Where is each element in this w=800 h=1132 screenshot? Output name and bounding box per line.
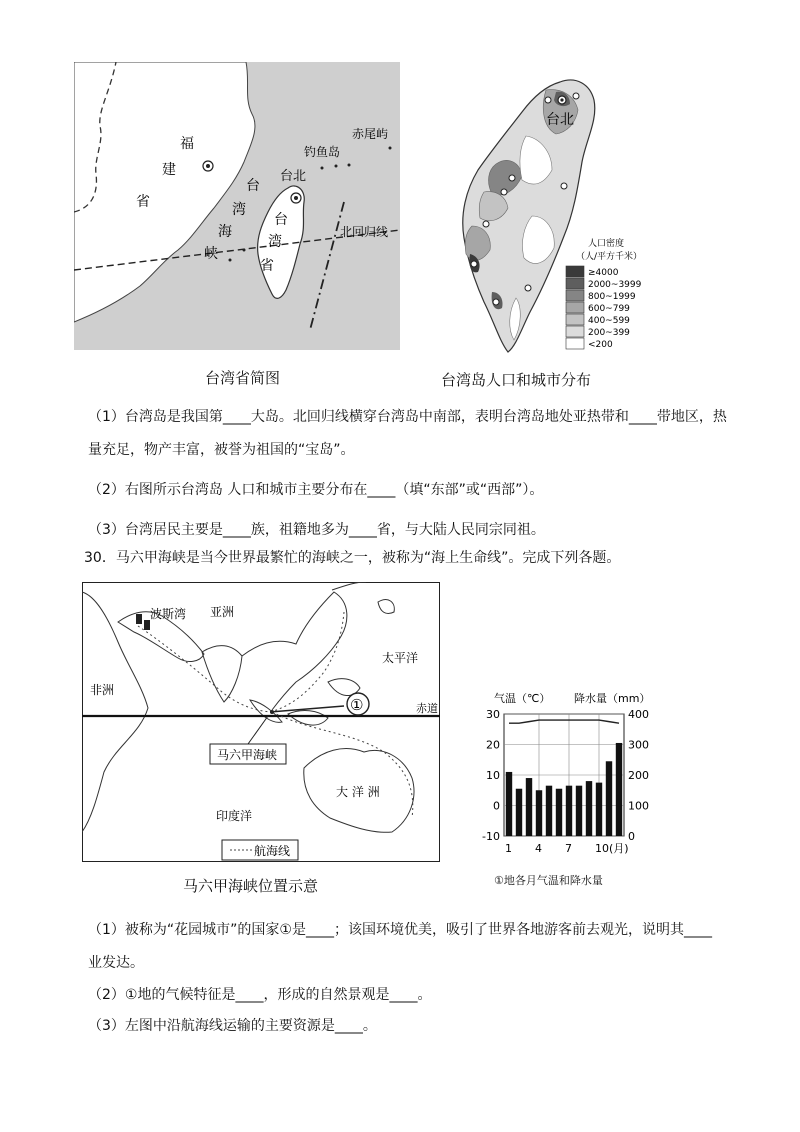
label-persian-gulf: 波斯湾: [150, 607, 187, 621]
legend-label-0: ≥4000: [588, 268, 619, 278]
climate-chart: [456, 690, 672, 870]
taiwan-map-caption: 台湾省简图: [205, 369, 281, 387]
malacca-strait-map: [82, 582, 440, 862]
malacca-map-caption: 马六甲海峡位置示意: [183, 877, 319, 895]
q30-intro: 30．马六甲海峡是当今世界最繁忙的海峡之一，被称为“海上生命线”。完成下列各题。: [84, 550, 621, 566]
legend-swatch-0: [566, 266, 584, 277]
precip-bar-7: [566, 786, 572, 836]
left-tick-1: 0: [493, 799, 500, 813]
temperature-line: [509, 720, 619, 723]
left-tick-0: -10: [482, 830, 500, 843]
legend-label-5: 200~399: [588, 328, 630, 338]
legend-label-2: 800~1999: [588, 292, 636, 302]
label-jian: 建: [162, 162, 176, 178]
precip-bar-8: [576, 786, 582, 836]
label-island-3: 省: [260, 258, 274, 274]
precip-bar-10: [596, 783, 602, 836]
label-equator: 赤道: [416, 702, 438, 715]
precip-bar-1: [506, 772, 512, 836]
point-one: ①: [350, 696, 364, 714]
label-island-1: 台: [274, 212, 288, 228]
precip-axis-label: 降水量（mm）: [574, 692, 651, 705]
label-diaoyu: 钓鱼岛: [304, 145, 341, 159]
label-pacific: 太平洋: [382, 651, 419, 665]
legend-swatch-5: [566, 326, 584, 337]
left-tick-3: 20: [486, 738, 500, 752]
x-tick-1: 4: [535, 842, 542, 855]
q30-2: （2）①地的气候特征是____，形成的自然景观是____。: [88, 987, 432, 1003]
legend-swatch-1: [566, 278, 584, 289]
legend-label-4: 400~599: [588, 316, 630, 326]
precip-bar-11: [606, 761, 612, 836]
legend-label-1: 2000~3999: [588, 280, 642, 290]
label-strait-4: 峡: [204, 246, 218, 262]
precip-bar-2: [516, 789, 522, 836]
climate-chart-caption: ①地各月气温和降水量: [494, 874, 603, 887]
right-tick-1: 100: [628, 799, 649, 813]
label-oceania: 大 洋 洲: [336, 785, 380, 799]
label-sheng: 省: [136, 194, 150, 210]
precip-bar-5: [546, 786, 552, 836]
precip-bar-6: [556, 789, 562, 836]
label-strait-3: 海: [218, 224, 232, 240]
legend-swatch-4: [566, 314, 584, 325]
x-tick-3: 10(月): [595, 842, 629, 855]
left-tick-4: 30: [486, 708, 500, 721]
temp-axis-label: 气温（℃）: [494, 692, 551, 705]
precip-bar-3: [526, 778, 532, 836]
label-taipei: 台北: [280, 169, 307, 184]
legend-title-2: （人/平方千米）: [576, 252, 643, 262]
q29-2: （2）右图所示台湾岛 人口和城市主要分布在____（填“东部”或“西部”）。: [88, 482, 544, 498]
label-indian-ocean: 印度洋: [216, 809, 253, 823]
legend-swatch-3: [566, 302, 584, 313]
right-tick-0: 0: [628, 830, 635, 843]
q30-3: （3）左图中沿航海线运输的主要资源是____。: [88, 1018, 377, 1034]
q29-1-line1: （1）台湾岛是我国第____大岛。北回归线横穿台湾岛中南部，表明台湾岛地处亚热带和____带地区，热: [88, 409, 727, 425]
q30-1-line1: （1）被称为“花园城市”的国家①是____；该国环境优美，吸引了世界各地游客前去观光，说明其____: [88, 922, 712, 938]
q29-1-line2: 量充足，物产丰富，被誉为祖国的“宝岛”。: [88, 442, 355, 458]
x-tick-2: 7: [565, 842, 572, 855]
right-tick-3: 300: [628, 738, 649, 752]
legend-label-3: 600~799: [588, 304, 630, 314]
right-tick-4: 400: [628, 708, 649, 721]
label-chiwei: 赤尾屿: [352, 127, 389, 141]
label-malacca-strait: 马六甲海峡: [217, 748, 278, 762]
precip-bar-12: [616, 743, 622, 836]
label-asia: 亚洲: [210, 605, 235, 619]
left-tick-2: 10: [486, 769, 500, 782]
taiwan-province-map: [74, 62, 400, 350]
population-distribution-map: [456, 66, 666, 356]
precip-bar-4: [536, 790, 542, 836]
legend-label-6: <200: [588, 340, 613, 350]
population-map-caption: 台湾岛人口和城市分布: [441, 371, 592, 389]
label-africa: 非洲: [90, 683, 115, 697]
legend-title-1: 人口密度: [588, 239, 625, 249]
q29-3: （3）台湾居民主要是____族，祖籍地多为____省，与大陆人民同宗同祖。: [88, 522, 545, 538]
label-fu: 福: [180, 136, 194, 152]
q30-1-line2: 业发达。: [88, 955, 144, 971]
x-tick-0: 1: [505, 842, 512, 855]
right-tick-2: 200: [628, 769, 649, 782]
label-strait-2: 湾: [232, 202, 246, 218]
label-island-2: 湾: [268, 234, 282, 250]
route-legend-label: 航海线: [254, 844, 291, 858]
label-strait-1: 台: [246, 178, 260, 194]
precip-bar-9: [586, 781, 592, 836]
legend-swatch-2: [566, 290, 584, 301]
pop-map-taipei: 台北: [546, 112, 574, 128]
legend-swatch-6: [566, 338, 584, 349]
label-tropic: 北回归线: [340, 225, 389, 239]
